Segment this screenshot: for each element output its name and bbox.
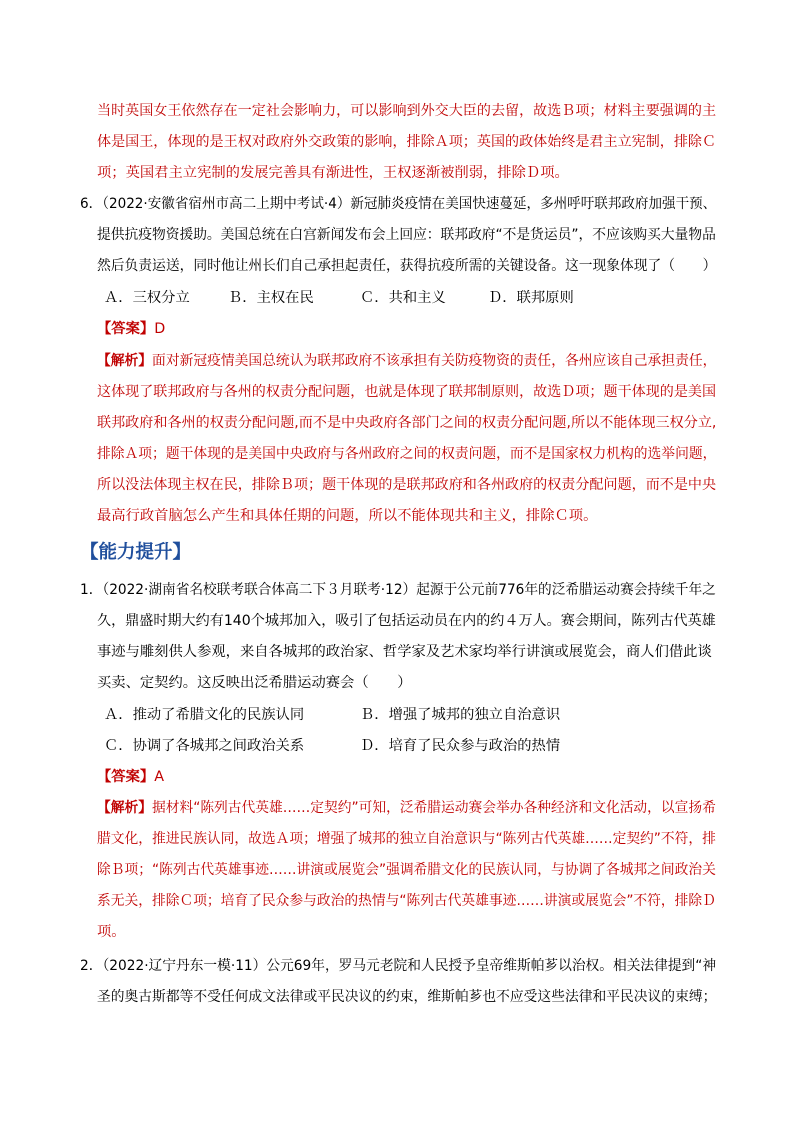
analysis-line: 腊文化，推进民族认同，故选Ａ项；增强了城邦的独立自治意识与“陈列古代英雄……定契约”不符，排: [97, 831, 716, 847]
question-6-stem-line: 然后负责运送，同时他让州长们自己承担起责任，获得抗疫所需的关键设备。这一现象体现了（ ）: [97, 258, 717, 274]
answer-value: D: [154, 321, 166, 337]
analysis-line: 系无关，排除Ｃ项；培育了民众参与政治的热情与“陈列古代英雄事迹……讲演或展览会”不符，排除Ｄ: [97, 893, 716, 909]
question-2-stem-line: 圣的奥古斯都等不受任何成文法律或平民决议的约束，维斯帕芗也不应受这些法律和平民决议的束缚；: [97, 989, 717, 1005]
analysis-line: [97, 798, 716, 818]
option-a: Ａ．三权分立: [104, 290, 190, 306]
analysis-text: 面对新冠疫情美国总统认为联邦政府不该承担有关防疫物资的责任，各州应该自己承担责任，: [152, 353, 717, 369]
option-c: Ｃ．共和主义: [360, 290, 446, 306]
answer-label: 【答案】: [97, 321, 155, 337]
option-a: Ａ．推动了希腊文化的民族认同: [104, 707, 305, 723]
section-title: 【能力提升】: [80, 542, 192, 563]
answer-value: A: [154, 769, 164, 785]
question-1-stem-line: 久，鼎盛时期大约有140个城邦加入，吸引了包括运动员在内的约４万人。赛会期间，陈列古代英雄: [97, 613, 716, 629]
answer-label: 【答案】: [97, 769, 155, 785]
analysis-line: 当时英国女王依然存在一定社会影响力，可以影响到外交大臣的去留，故选Ｂ项；材料主要强调的主: [97, 103, 717, 119]
analysis-line: [97, 351, 716, 371]
question-1-stem-line: 买卖、定契约。这反映出泛希腊运动赛会（ ）: [97, 675, 412, 691]
option-d: Ｄ．培育了民众参与政治的热情: [360, 738, 561, 754]
analysis-line: 最高行政首脑怎么产生和具体任期的问题，所以不能体现共和主义，排除Ｃ项。: [97, 508, 598, 524]
analysis-line: 除Ｂ项；“陈列古代英雄事迹……讲演或展览会”强调希腊文化的民族认同，与协调了各城邦之间政治关: [97, 862, 716, 878]
option-d: Ｄ．联邦原则: [488, 290, 574, 306]
analysis-label: 【解析】: [97, 800, 152, 816]
option-b: Ｂ．主权在民: [228, 290, 314, 306]
question-6-stem-line: 提供抗疫物资援助。美国总统在白宫新闻发布会上回应：联邦政府“不是货运员”，不应该购买大量物品: [97, 227, 716, 243]
analysis-line: 排除Ａ项；题干体现的是美国中央政府与各州政府之间的权责问题，而不是国家权力机构的选举问题，: [97, 446, 717, 462]
question-1-stem-line: 1．（2022·湖南省名校联考联合体高二下３月联考·12）起源于公元前776年的泛希腊运动赛会持续千年之: [80, 582, 716, 598]
option-c: Ｃ．协调了各城邦之间政治关系: [104, 738, 305, 754]
option-b: Ｂ．增强了城邦的独立自治意识: [360, 707, 561, 723]
answer-line: [97, 319, 165, 339]
analysis-line: 这体现了联邦政府与各州的权责分配问题，也就是体现了联邦制原则，故选Ｄ项；题干体现的是美国: [97, 384, 717, 400]
analysis-line: 联邦政府和各州的权责分配问题,而不是中央政府各部门之间的权责分配问题,所以不能体现三权分立,: [97, 415, 717, 431]
question-2-stem-line: 2．（2022·辽宁丹东一模·11）公元69年，罗马元老院和人民授予皇帝维斯帕芗以治权。相关法律提到“神: [80, 958, 717, 974]
analysis-line: 体是国王，体现的是王权对政府外交政策的影响，排除Ａ项；英国的政体始终是君主立宪制，排除Ｃ: [97, 134, 717, 150]
analysis-line: 所以没法体现主权在民，排除Ｂ项；题干体现的是联邦政府和各州政府的权责分配问题，而不是中央: [97, 477, 717, 493]
answer-line: [97, 767, 164, 787]
analysis-line: 项。: [97, 924, 126, 940]
analysis-line: 项；英国君主立宪制的发展完善具有渐进性，王权逐渐被削弱，排除Ｄ项。: [97, 165, 569, 181]
question-6-stem-line: 6．（2022·安徽省宿州市高二上期中考试·4）新冠肺炎疫情在美国快速蔓延，多州呼吁联邦政府加强干预、: [80, 196, 717, 212]
question-1-stem-line: 事迹与雕刻供人参观，来自各城邦的政治家、哲学家及艺术家均举行讲演或展览会，商人们借此谈: [97, 644, 712, 660]
analysis-text: 据材料“陈列古代英雄……定契约”可知，泛希腊运动赛会举办各种经济和文化活动，以宣扬希: [151, 800, 716, 816]
analysis-label: 【解析】: [97, 353, 153, 369]
